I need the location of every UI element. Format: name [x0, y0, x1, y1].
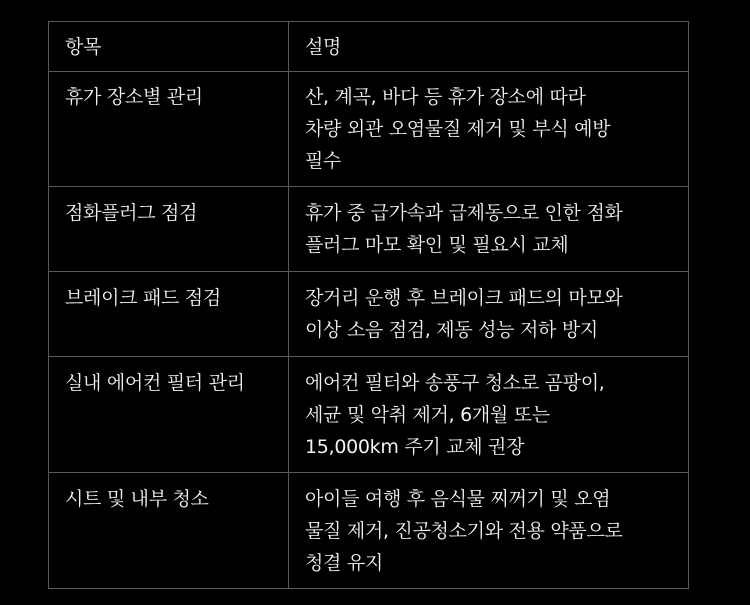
table-row — [49, 72, 689, 187]
table-row — [49, 187, 689, 272]
table-header-row — [49, 22, 689, 72]
row-description: 아이들 여행 후 음식물 찌꺼기 및 오염 물질 제거, 진공청소기와 전용 약품으로 청결 유지 — [289, 473, 689, 589]
header-description: 설명 — [289, 22, 689, 72]
row-item: 점화플러그 점검 — [49, 187, 289, 272]
row-description: 장거리 운행 후 브레이크 패드의 마모와 이상 소음 점검, 제동 성능 저하 방지 — [289, 272, 689, 357]
row-description: 휴가 중 급가속과 급제동으로 인한 점화 플러그 마모 확인 및 필요시 교체 — [289, 187, 689, 272]
row-item: 휴가 장소별 관리 — [49, 72, 289, 187]
header-item: 항목 — [49, 22, 289, 72]
table-row — [49, 272, 689, 357]
row-item: 실내 에어컨 필터 관리 — [49, 357, 289, 473]
table-row — [49, 473, 689, 589]
row-item: 시트 및 내부 청소 — [49, 473, 289, 589]
row-item: 브레이크 패드 점검 — [49, 272, 289, 357]
row-description: 산, 계곡, 바다 등 휴가 장소에 따라 차량 외관 오염물질 제거 및 부식 예방 필수 — [289, 72, 689, 187]
row-description: 에어컨 필터와 송풍구 청소로 곰팡이, 세균 및 악취 제거, 6개월 또는 15,000km 주기 교체 권장 — [289, 357, 689, 473]
maintenance-table — [48, 21, 689, 589]
table-row — [49, 357, 689, 473]
